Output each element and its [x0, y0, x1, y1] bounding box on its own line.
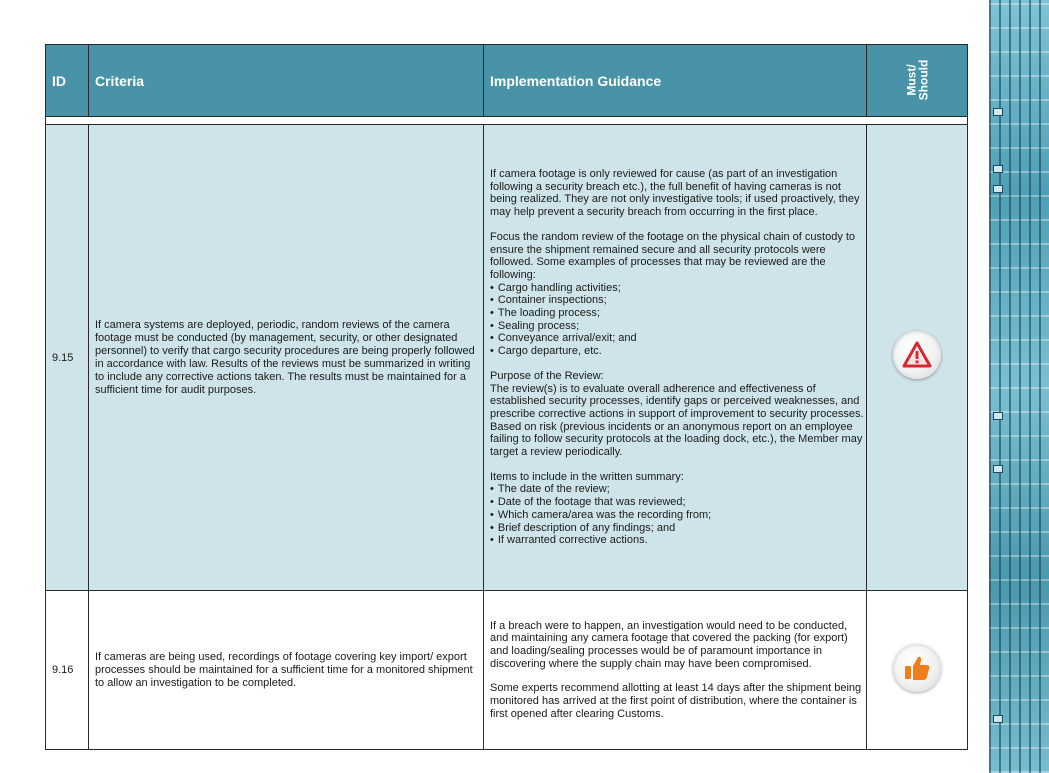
row-guidance — [484, 125, 867, 591]
header-should: Should — [915, 59, 930, 101]
guidance-paragraph: If a breach were to happen, an investigation would need to be conducted, and maintaining any camera footage that covered the packing (for export) and loading/sealing processes would be of paramount importance in discovering where the supply chain may have been compromised. — [490, 619, 848, 670]
warning-triangle-icon — [901, 339, 933, 371]
row-guidance — [484, 591, 867, 750]
table-row — [46, 125, 968, 591]
should-badge — [893, 644, 941, 692]
header-guidance: Implementation Guidance — [484, 45, 867, 117]
guidance-paragraph: Focus the random review of the footage on the physical chain of custody to ensure the shipment remained secure and all security protocols were followed. Some examples of processes that may be reviewed are the following: — [490, 230, 856, 281]
criteria-table — [45, 44, 968, 750]
decorative-container-strip — [989, 0, 1049, 773]
row-must-should — [867, 125, 968, 591]
list-item: • The loading process; — [490, 307, 865, 320]
table-header-row — [46, 45, 968, 117]
list-item: • Sealing process; — [490, 320, 865, 333]
thumbs-up-icon — [901, 652, 933, 684]
guidance-list — [490, 282, 865, 358]
guidance-list — [490, 483, 865, 547]
guidance-subtitle: Purpose of the Review: — [490, 369, 604, 382]
row-id: 9.15 — [46, 125, 89, 591]
guidance-paragraph: Some experts recommend allotting at least 14 days after the shipment being monitored has arrived at the first point of distribution, where the container is first opened after clearing Customs. — [490, 682, 862, 720]
row-criteria: If camera systems are deployed, periodic, random reviews of the camera footage must be conducted (by management, security, or other designated personnel) to verify that cargo security procedures are being properly followed in accordance with law. Results of the reviews must be summarized in writing to include any corrective actions taken. The results must be maintained for a sufficient time for audit purposes. — [89, 125, 484, 591]
row-id: 9.16 — [46, 591, 89, 750]
list-item: • If warranted corrective actions. — [490, 534, 865, 547]
list-item: • Cargo handling activities; — [490, 282, 865, 295]
header-criteria: Criteria — [89, 45, 484, 117]
must-badge — [893, 331, 941, 379]
list-item: • The date of the review; — [490, 483, 865, 496]
header-must-should — [867, 45, 968, 117]
guidance-paragraph: If camera footage is only reviewed for cause (as part of an investigation following a security breach etc.), the full benefit of having cameras is not being realized. They are not only investigative tools; if used proactively, they may help prevent a security breach from occurring in the first place. — [490, 168, 860, 219]
list-item: • Conveyance arrival/exit; and — [490, 332, 865, 345]
table-row — [46, 591, 968, 750]
header-must: Must/ — [903, 64, 918, 96]
header-id: ID — [46, 45, 89, 117]
guidance-paragraph: Items to include in the written summary: — [490, 470, 684, 483]
list-item: • Container inspections; — [490, 294, 865, 307]
row-must-should — [867, 591, 968, 750]
list-item: • Cargo departure, etc. — [490, 345, 865, 358]
row-criteria: If cameras are being used, recordings of footage covering key import/ export processes should be maintained for a sufficient time for a monitored shipment to allow an investigation to be completed. — [89, 591, 484, 750]
list-item: • Date of the footage that was reviewed; — [490, 496, 865, 509]
list-item: • Which camera/area was the recording from; — [490, 509, 865, 522]
list-item: • Brief description of any findings; and — [490, 522, 865, 535]
guidance-paragraph: The review(s) is to evaluate overall adherence and effectiveness of established security processes, identify gaps or perceived weaknesses, and prescribe corrective actions in support of improvement to security processes. Based on risk (previous incidents or an anonymous report on an employee failing to follow security protocols at the loading dock, etc.), the Member may target a review periodically. — [490, 382, 864, 459]
header-gap — [46, 117, 968, 125]
